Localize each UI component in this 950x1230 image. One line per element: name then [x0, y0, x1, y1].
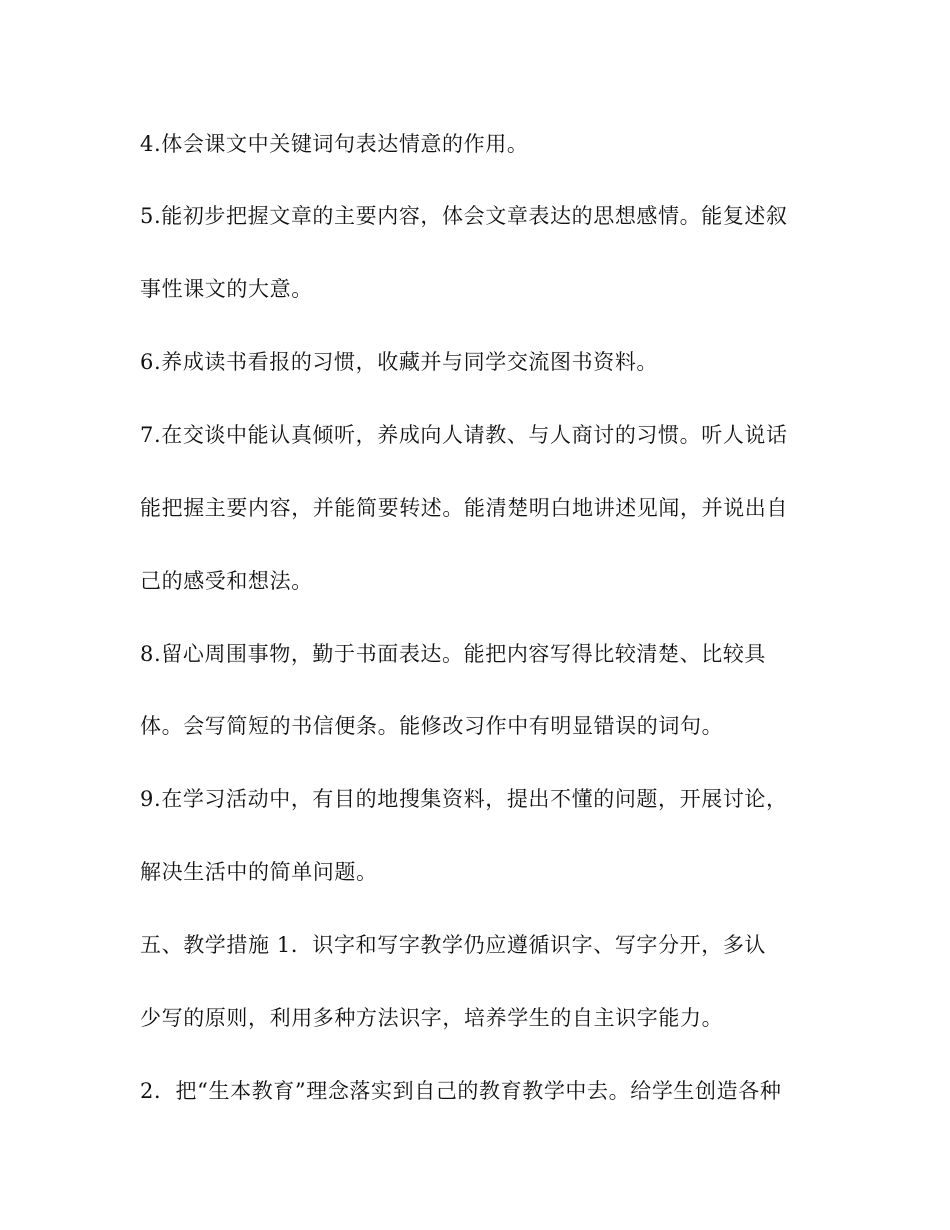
- text-line: 能把握主要内容，并能简要转述。能清楚明白地讲述见闻，并说出自: [140, 496, 788, 520]
- text-line: 5.能初步把握文章的主要内容，体会文章表达的思想感情。能复述叙: [140, 204, 788, 228]
- text-line: 五、教学措施 1．识字和写字教学仍应遵循识字、写字分开，多认: [140, 933, 767, 957]
- text-line: 9.在学习活动中，有目的地搜集资料，提出不懂的问题，开展讨论，: [140, 787, 788, 811]
- text-line: 7.在交谈中能认真倾听，养成向人请教、与人商讨的习惯。听人说话: [140, 423, 788, 447]
- text-line: 8.留心周围事物，勤于书面表达。能把内容写得比较清楚、比较具: [140, 642, 767, 666]
- text-line: 4.体会课文中关键词句表达情意的作用。: [140, 132, 529, 156]
- text-line: 解决生活中的简单问题。: [140, 860, 378, 884]
- text-line: 体。会写简短的书信便条。能修改习作中有明显错误的词句。: [140, 714, 724, 738]
- text-line: 2．把“生本教育”理念落实到自己的教育教学中去。给学生创造各种: [140, 1079, 782, 1103]
- text-line: 事性课文的大意。: [140, 277, 313, 301]
- text-line: 己的感受和想法。: [140, 569, 313, 593]
- text-line: 少写的原则，利用多种方法识字，培养学生的自主识字能力。: [140, 1006, 724, 1030]
- text-line: 6.养成读书看报的习惯，收藏并与同学交流图书资料。: [140, 350, 659, 374]
